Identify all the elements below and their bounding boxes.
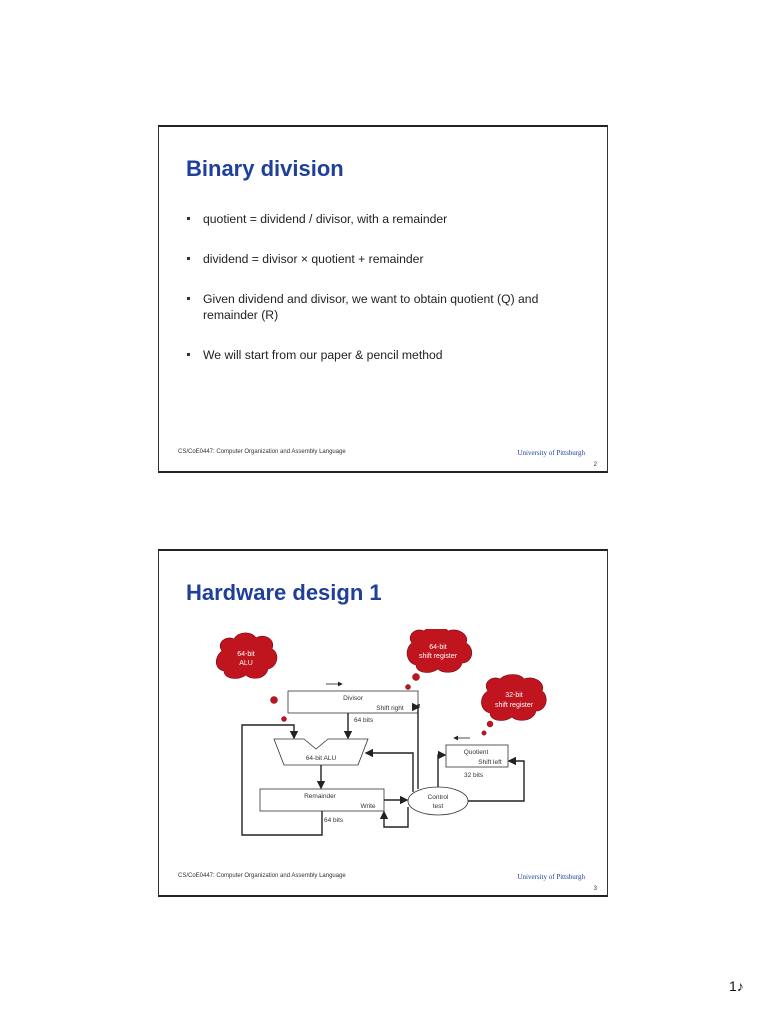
divisor-width-label: 64 bits	[354, 717, 374, 724]
quotient-width-label: 32 bits	[464, 772, 484, 779]
alu-block	[274, 739, 368, 765]
remainder-register	[260, 789, 384, 811]
bullet-item	[185, 291, 585, 323]
control-test	[408, 787, 468, 815]
remainder-width-label: 64 bits	[324, 817, 344, 824]
bullet-marker	[187, 217, 190, 220]
callout-divisor	[406, 629, 472, 690]
bullet-item	[185, 251, 585, 267]
hardware-diagram	[208, 629, 548, 849]
remainder-label: Remainder	[304, 793, 336, 800]
bullet-item	[185, 347, 585, 363]
callout-divisor-line1: 64-bit	[429, 644, 447, 651]
callout-quotient	[481, 675, 546, 736]
callout-alu	[216, 633, 286, 722]
slide-title: Binary division	[186, 156, 344, 181]
quotient-shift-label: Shift left	[478, 759, 502, 766]
divisor-label: Divisor	[343, 695, 363, 702]
bullet-list	[185, 211, 585, 387]
quotient-label: Quotient	[463, 749, 489, 756]
bullet-text: dividend = divisor × quotient + remainder	[203, 252, 424, 266]
slide-title: Hardware design 1	[186, 580, 382, 605]
control-label-line1: Control	[427, 794, 449, 801]
divisor-register	[288, 684, 418, 713]
slide-number: 3	[593, 886, 597, 892]
slide-hardware-design	[158, 549, 608, 897]
control-label-line2: test	[432, 803, 444, 810]
slide-binary-division	[158, 125, 608, 473]
callout-quotient-line2: shift register	[494, 702, 534, 709]
footer-university: University of Pittsburgh	[517, 873, 585, 881]
bullet-marker	[187, 353, 190, 356]
bullet-text: We will start from our paper & pencil method	[203, 348, 443, 362]
bullet-marker	[187, 257, 190, 260]
footer-course: CS/CoE0447: Computer Organization and Assembly Language	[178, 449, 346, 455]
bullet-text: quotient = dividend / divisor, with a remainder	[203, 212, 448, 226]
callout-alu-line2: ALU	[239, 660, 253, 667]
slide-number: 2	[593, 462, 597, 468]
divisor-shift-label: Shift right	[376, 705, 404, 712]
datapath-wires	[242, 705, 524, 835]
footer-university: University of Pittsburgh	[517, 449, 585, 457]
alu-label: 64-bit ALU	[305, 755, 337, 762]
page-number: 1♪	[729, 978, 744, 994]
callout-alu-line1: 64-bit	[237, 651, 255, 658]
bullet-item	[185, 211, 585, 227]
callout-divisor-line2: shift register	[418, 653, 458, 660]
bullet-marker	[187, 297, 190, 300]
quotient-register	[446, 738, 508, 767]
bullet-text: Given dividend and divisor, we want to obtain quotient (Q) and remainder (R)	[203, 292, 539, 322]
callout-quotient-line1: 32-bit	[505, 692, 523, 699]
footer-course: CS/CoE0447: Computer Organization and Assembly Language	[178, 873, 346, 879]
remainder-write-label: Write	[360, 803, 376, 810]
